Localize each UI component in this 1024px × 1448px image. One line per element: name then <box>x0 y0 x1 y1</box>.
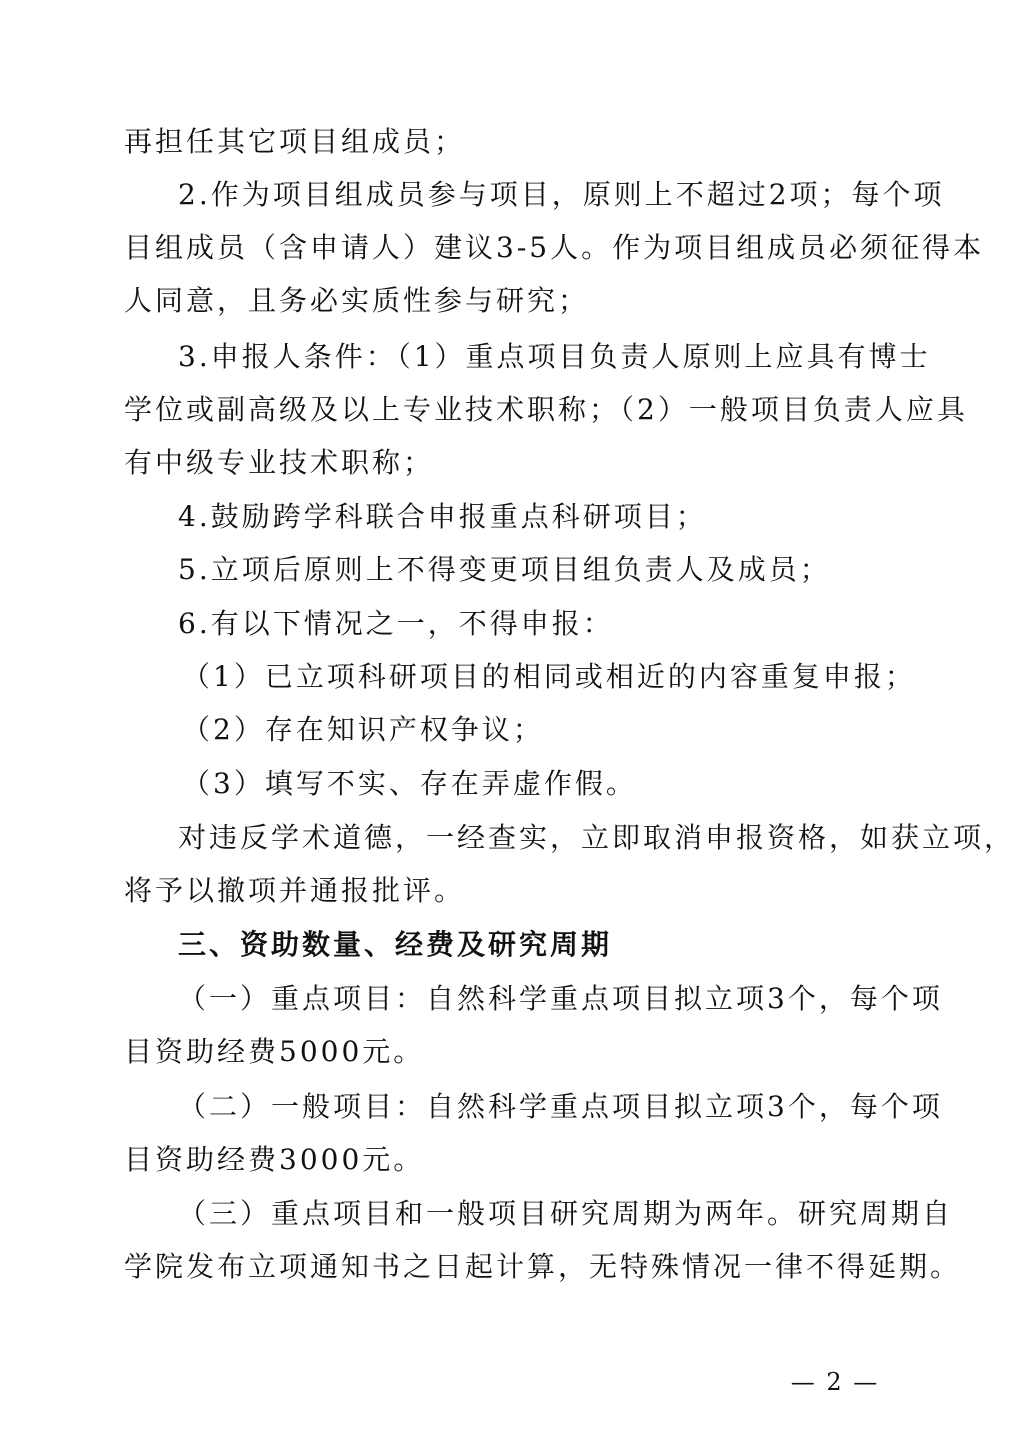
paragraph-line: 对违反学术道德，一经查实，立即取消申报资格，如获立项， <box>178 821 1016 854</box>
paragraph-line: 4.鼓励跨学科联合申报重点科研项目； <box>178 500 707 533</box>
paragraph-line: 6.有以下情况之一，不得申报： <box>178 607 614 640</box>
paragraph-line: 5.立项后原则上不得变更项目组负责人及成员； <box>178 553 831 586</box>
page-number: — 2 — <box>790 1368 880 1396</box>
section-heading: 三、资助数量、经费及研究周期 <box>178 928 613 961</box>
list-item: （3）填写不实、存在弄虚作假。 <box>182 767 637 800</box>
paragraph-line: （一）重点项目：自然科学重点项目拟立项3个，每个项 <box>178 982 943 1015</box>
paragraph-line: （二）一般项目：自然科学重点项目拟立项3个，每个项 <box>178 1090 943 1123</box>
paragraph-line: 目组成员（含申请人）建议3-5人。作为项目组成员必须征得本 <box>124 231 985 264</box>
paragraph-line: 再担任其它项目组成员； <box>124 125 466 158</box>
paragraph-line: 学位或副高级及以上专业技术职称；（2）一般项目负责人应具 <box>124 393 968 426</box>
paragraph-line: 2.作为项目组成员参与项目，原则上不超过2项；每个项 <box>178 178 945 211</box>
paragraph-line: （三）重点项目和一般项目研究周期为两年。研究周期自 <box>178 1197 954 1230</box>
paragraph-line: 将予以撤项并通报批评。 <box>124 874 466 907</box>
paragraph-line: 目资助经费3000元。 <box>124 1143 425 1176</box>
paragraph-line: 目资助经费5000元。 <box>124 1035 425 1068</box>
paragraph-line: 3.申报人条件：（1）重点项目负责人原则上应具有博士 <box>178 340 931 373</box>
list-item: （1）已立项科研项目的相同或相近的内容重复申报； <box>182 660 916 693</box>
paragraph-line: 有中级专业技术职称； <box>124 446 435 479</box>
paragraph-line: 学院发布立项通知书之日起计算，无特殊情况一律不得延期。 <box>124 1250 962 1283</box>
paragraph-line: 人同意，且务必实质性参与研究； <box>124 284 590 317</box>
list-item: （2）存在知识产权争议； <box>182 713 544 746</box>
